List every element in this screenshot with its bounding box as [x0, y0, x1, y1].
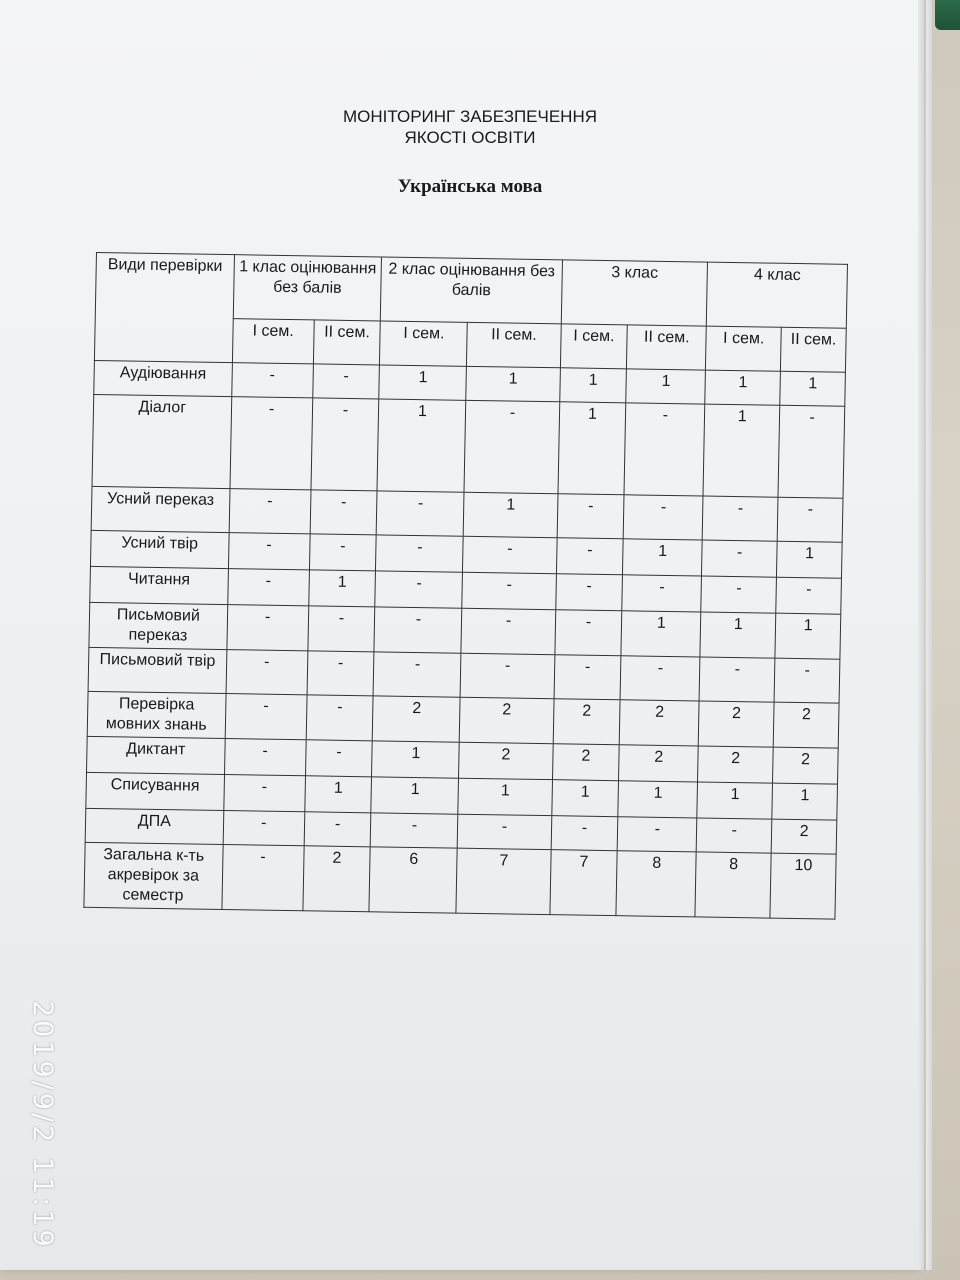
table-cell: -	[776, 577, 842, 614]
table-cell: 1	[705, 370, 781, 405]
table-cell: 7	[456, 848, 550, 914]
table-cell: -	[375, 571, 463, 608]
table-cell: -	[310, 490, 378, 535]
table-cell: -	[464, 400, 559, 493]
table-cell: 1	[626, 369, 706, 404]
table-cell: -	[374, 607, 462, 653]
table-cell: -	[224, 739, 306, 776]
table-cell: -	[305, 740, 372, 777]
table-cell: -	[774, 658, 840, 703]
table-cell: 1	[559, 368, 626, 403]
table-cell: 1	[371, 777, 459, 814]
table-cell: 2	[303, 846, 371, 912]
semester-header: I сем.	[560, 324, 628, 369]
table-cell: -	[229, 489, 311, 534]
table-cell: 8	[695, 852, 771, 918]
row-label: Читання	[90, 566, 228, 604]
table-cell: -	[227, 605, 309, 651]
table-cell: 1	[697, 782, 773, 819]
table-cell: 1	[558, 402, 627, 495]
table-body	[84, 360, 846, 919]
table-cell: -	[702, 496, 778, 541]
table-cell: -	[223, 811, 305, 846]
table-cell: -	[617, 817, 697, 852]
table-cell: 6	[369, 847, 457, 913]
table-cell: 2	[619, 745, 699, 782]
header-check-types: Види перевірки	[94, 253, 234, 363]
table-cell: 1	[777, 541, 843, 578]
semester-header: I сем.	[380, 321, 468, 366]
table-cell: 7	[549, 850, 617, 916]
table-cell: -	[557, 494, 625, 539]
table-cell: -	[311, 398, 380, 491]
row-label: ДПА	[85, 808, 223, 844]
folder-clip	[935, 0, 960, 30]
table-cell: -	[225, 694, 307, 740]
table-cell: -	[624, 403, 705, 496]
sheet-edge	[918, 0, 924, 1270]
row-label: Письмовий переказ	[89, 602, 228, 649]
table-cell: -	[461, 608, 555, 654]
table-cell: 2	[460, 697, 554, 743]
table-cell: -	[702, 540, 778, 577]
table-cell: 1	[618, 781, 698, 818]
table-cell: -	[371, 813, 459, 848]
table-cell: -	[458, 814, 552, 849]
row-label: Списування	[86, 772, 224, 810]
table-cell: 1	[700, 612, 776, 658]
table-cell: -	[377, 491, 465, 536]
semester-header: II сем.	[313, 320, 381, 365]
subject-heading: Українська мова	[397, 176, 543, 197]
monitoring-table	[83, 252, 848, 920]
table-cell: -	[460, 653, 554, 698]
table-cell: -	[462, 572, 556, 609]
table-cell: -	[554, 655, 622, 700]
table-cell: -	[623, 495, 703, 540]
table-cell: 1	[377, 399, 466, 492]
table-cell: 1	[466, 366, 560, 401]
table-cell: 2	[698, 746, 774, 783]
table-cell: -	[228, 533, 310, 570]
table-cell: 2	[620, 700, 700, 746]
title-line-2: ЯКОСТІ ОСВІТИ	[404, 128, 536, 147]
row-label: Діалог	[92, 394, 231, 488]
row-label: Усний твір	[90, 530, 228, 568]
semester-header: II сем.	[781, 327, 847, 372]
header-class-4: 4 клас	[707, 262, 848, 328]
table-cell: -	[551, 816, 618, 851]
table-cell: 1	[464, 492, 558, 537]
table-cell: -	[222, 844, 304, 910]
header-class-1: 1 клас оцінювання без балів	[233, 255, 382, 321]
table-cell: -	[778, 405, 845, 498]
table-cell: -	[556, 538, 623, 575]
row-label: Диктант	[87, 736, 225, 774]
row-label: Усний переказ	[91, 486, 229, 532]
table-cell: 1	[458, 778, 552, 815]
table-cell: 1	[372, 741, 460, 778]
document-title	[250, 106, 690, 148]
table-row	[84, 842, 836, 919]
table-cell: -	[622, 575, 702, 612]
header-class-2: 2 клас оцінювання без балів	[381, 257, 562, 324]
table-cell: -	[696, 818, 772, 853]
sheet-edge	[926, 0, 932, 1270]
table-cell: 2	[553, 699, 621, 745]
table-cell: -	[699, 657, 775, 702]
table-cell: -	[223, 775, 305, 812]
table-cell: 8	[616, 851, 696, 917]
table-cell: -	[227, 569, 309, 606]
photo-timestamp: 2019/9/2 11:19	[27, 1000, 58, 1250]
table-cell: -	[231, 363, 313, 398]
table-cell: 1	[772, 783, 838, 820]
table-cell: -	[373, 652, 461, 697]
row-label: Письмовий твір	[88, 647, 226, 693]
table-cell: -	[309, 534, 376, 571]
table-cell: 1	[780, 371, 845, 406]
table-cell: -	[304, 812, 371, 847]
table-row	[92, 394, 845, 498]
table-cell: -	[701, 576, 777, 613]
table-cell: -	[376, 535, 464, 572]
table-cell: 1	[551, 780, 618, 817]
header-class-3: 3 клас	[561, 260, 708, 326]
semester-header: I сем.	[706, 326, 782, 371]
table-cell: 2	[373, 696, 461, 742]
table-cell: 2	[698, 701, 774, 747]
table-cell: 2	[771, 819, 836, 854]
row-label: Перевірка мовних знань	[87, 691, 226, 738]
table-cell: 1	[304, 776, 371, 813]
table-cell: -	[307, 651, 375, 696]
table-cell: -	[463, 536, 557, 573]
table-cell: 2	[552, 744, 619, 781]
table-cell: -	[777, 497, 843, 542]
table-cell: 2	[773, 747, 839, 784]
table-cell: 1	[775, 613, 841, 659]
table-cell: 1	[703, 404, 780, 497]
table-cell: -	[230, 397, 313, 490]
table-cell: 2	[773, 702, 839, 748]
table-cell: 1	[308, 570, 375, 607]
table-cell: 1	[379, 365, 467, 400]
row-label: Аудіювання	[94, 360, 232, 396]
table-cell: 10	[770, 853, 836, 919]
table-cell: 1	[621, 611, 701, 657]
semester-header: II сем.	[467, 322, 561, 367]
semester-header: I сем.	[232, 319, 314, 364]
row-label: Загальна к-ть акревірок за семестр	[84, 842, 223, 909]
table-cell: -	[554, 610, 622, 656]
table-cell: 2	[459, 742, 553, 779]
semester-header: II сем.	[627, 325, 707, 370]
table-cell: -	[306, 695, 374, 741]
table-cell: -	[620, 656, 700, 701]
title-line-1: МОНІТОРИНГ ЗАБЕЗПЕЧЕННЯ	[342, 107, 598, 126]
table-cell: -	[312, 364, 379, 399]
table-cell: -	[555, 574, 622, 611]
table-cell: -	[307, 606, 375, 652]
table-cell: 1	[623, 539, 703, 576]
table-cell: -	[226, 650, 308, 695]
